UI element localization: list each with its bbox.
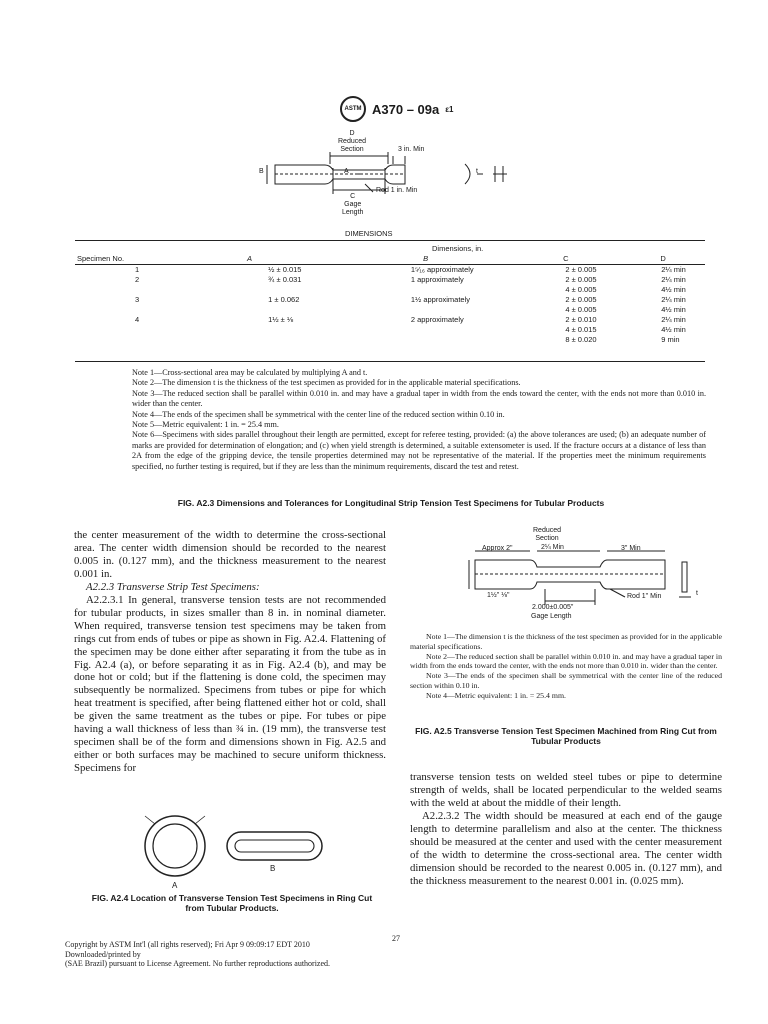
footer-line: (SAE Brazil) pursuant to License Agreement. No further reproductions authorized. [65,959,331,969]
table-cell [341,335,511,345]
fig-a2-3-diagram [255,128,535,223]
a25-one-half-label: 1½" ⅛" [487,592,510,599]
table-cell [158,325,341,335]
table-cell: 4 [135,315,140,324]
fig-a2-4-label-a: A [172,881,178,890]
paragraph: transverse tension tests on welded steel tubes or pipe to determine strength of welds, shall be located perpendicular to the welded seams with the weld at about the middle of their length. [410,771,722,809]
table-rule [75,240,705,241]
section-heading: A2.2.3 Transverse Strip Test Specimens: [86,580,260,593]
note: Note 6—Specimens with sides parallel throughout their length are permitted, except for referee testing, provided: (a) the above tolerances are used; (b) an adequate number of marks are provided for determination of elongation; and (c) when yield strength is determined, a suitable extensometer is used. If the fracture occurs at a distance of less than 2A from the edge of the gripping device, the tensile properties determined may not be representative of the material. If the properties meet the minimum requirements specified, no further testing is required, but if they are less than the minimum requirements, discard the test and retest. [132,430,706,471]
table-header-cell: B [423,254,429,263]
a25-t-label: t [696,590,698,597]
b-label: B [259,168,264,175]
page-number: 27 [392,934,400,943]
table-cell: 2 ± 0.005 [565,295,597,304]
table-cell [75,285,158,295]
table-cell: 4 ± 0.005 [565,285,597,294]
t-label: t [476,168,478,175]
table-cell: 2¼ min [661,265,686,274]
table-row [75,265,705,276]
table-cell [341,305,511,315]
table-header-cell: A [246,254,252,263]
table-row [75,325,705,335]
gage-length-label: C Gage Length [342,193,364,216]
table-cell: 2 [135,275,140,284]
dimensions-table [75,254,705,345]
table-cell [341,325,511,335]
table-cell: 4 ± 0.015 [565,325,597,334]
table-row [75,335,705,345]
footer-line: Downloaded/printed by [65,949,141,959]
table-cell [341,285,511,295]
paragraph: A2.2.3.1 In general, transverse tension tests are not recommended for tubular products, in sizes smaller than 8 in. in nominal diameter. When required, transverse tension test specimens may be taken from rings cut from ends of tubes or pipe as shown in Fig. A2.4. Flattening of the specimen may be done either after separating it from the tube as in Fig. A2.4 (a), or before separating it as in Fig. A2.4 (b), and may be done hot or cold; but if the flattening is done cold, the specimen may subsequently be normalized. Specimens from tubes or pipe for which heat treatment is specified, after being flattened either hot or cold, shall be given the same treatment as the tubes or pipe. For tubes or pipe having a wall thickness of less than ¾ in. (19 mm), the transverse test specimen shall be of the form and dimensions shown in Fig. A2.5 and either or both surfaces may be machined to secure uniform thickness. Specimens for [74,593,386,775]
table-cell: 2 ± 0.005 [565,275,597,284]
rod-min-label: Rod 1 in. Min [376,187,418,194]
table-cell: 1½ approximately [410,295,471,304]
table-row [75,295,705,305]
table-cell: 2 approximately [410,315,464,324]
note: Note 4—The ends of the specimen shall be symmetrical with the center line of the reduced section within 0.10 in. [132,409,505,419]
note: Note 1—Cross-sectional area may be calculated by multiplying A and t. [132,368,368,377]
table-cell: 4½ min [661,305,686,314]
table-cell: 2¼ min [661,315,686,324]
table-cell: 1⁵⁄₁₆ approximately [410,265,474,274]
table-cell: 1½ ± ⅛ [268,315,294,324]
fig-a2-4-caption: FIG. A2.4 Location of Transverse Tension Test Specimens in Ring Cut from Tubular Products. [91,893,373,913]
paragraph: the center measurement of the width to determine the cross-sectional area. The center width dimension should be recorded to the nearest 0.005 in. (0.127 mm), and the thickness measurement to the nearest 0.001 in. [74,529,386,580]
fig-a2-5-diagram [455,545,705,625]
table-cell: 2¼ min [661,275,686,284]
dimensions-title: DIMENSIONS [345,229,393,238]
right-column [410,771,722,888]
table-cell [75,305,158,315]
table-cell: 1 [135,265,140,274]
a-label: A [344,168,349,175]
table-row [75,315,705,325]
a25-gage-label: 2.000±0.005" [532,604,574,611]
table-cell [158,285,341,295]
fig-a2-4-diagram [135,810,335,885]
a25-gage-length-label: Gage Length [531,613,572,620]
table-cell: 4 ± 0.005 [565,305,597,314]
table-header-cell: Specimen No. [77,254,125,263]
fig-a2-3-caption: FIG. A2.3 Dimensions and Tolerances for Longitudinal Strip Tension Test Specimens for Tubular Products [177,498,605,508]
a25-rod-label: Rod 1" Min [627,593,662,600]
designation-superscript: ε1 [445,104,454,114]
paragraph: A2.2.3.2 The width should be measured at each end of the gauge length to determine parallelism and also at the center. The thickness should be measured at the center and used with the center measurement of the width to determine the cross-sectional area. The center width dimension should be recorded to the nearest 0.005 in. (0.127 mm), and the thickness measurement to the nearest 0.001 in. (0.025 mm). [410,809,722,887]
note: Note 5—Metric equivalent: 1 in. = 25.4 mm. [132,420,279,430]
table-row [75,275,705,285]
table-cell [75,325,158,335]
table-cell: 3 [135,295,140,304]
table-row [75,305,705,315]
table-cell: ¾ ± 0.031 [268,275,302,284]
a25-reduced-section-label: Reduced Section [533,527,562,542]
fig-a2-5-caption: FIG. A2.5 Transverse Tension Test Specimen Machined from Ring Cut from Tubular Products [415,726,717,746]
designation: A370 – 09a [372,101,440,117]
a25-approx-label: Approx 2" [482,545,513,552]
note: Note 2—The dimension t is the thickness of the test specimen as provided for in the applicable material specifications. [132,378,521,388]
table-cell: 2 ± 0.010 [565,315,597,324]
section-view [465,164,507,184]
note: Note 3—The reduced section shall be parallel within 0.010 in. and may have a gradual taper in width from the ends toward the center, with the ends not more than 0.010 in. wider than the center. [132,388,706,409]
table-cell: 9 min [661,335,680,344]
three-in-min-label: 3 in. Min [398,146,425,153]
a25-two-quarter-label: 2¼ Min [541,544,564,551]
table-cell [158,305,341,315]
fig-a2-5-notes [410,632,722,701]
table-cell: 2¼ min [661,295,686,304]
fig-a2-3-notes [76,368,706,472]
table-cell: 2 ± 0.005 [565,265,597,274]
table-bottom-rule [75,361,705,362]
table-header-cell: C [563,254,569,263]
table-cell: 1 approximately [410,275,464,284]
left-column [74,529,386,775]
table-header-cell: D [660,254,666,263]
table-cell: 4½ min [661,325,686,334]
dimensions-in-label: Dimensions, in. [432,244,484,253]
fig-a2-4-label-b: B [270,864,276,873]
reduced-section-label: D Reduced Section [338,130,367,153]
note: Note 4—Metric equivalent: 1 in. = 25.4 mm. [426,690,566,700]
note: Note 1—The dimension t is the thickness of the test specimen as provided for in the applicable material specifications. [410,632,722,651]
note: Note 2—The reduced section shall be parallel within 0.010 in. and may have a gradual taper in width from the ends toward the center, with the ends not more than 0.010 in. wider than the center. [410,651,722,671]
a25-three-min-label: 3" Min [621,545,641,552]
astm-logo: ASTM [340,96,366,122]
table-cell [158,335,341,345]
table-cell: ½ ± 0.015 [268,265,302,274]
table-row [75,285,705,295]
table-cell [75,335,158,345]
note: Note 3—The ends of the specimen shall be symmetrical with the center line of the reduced section within 0.10 in. [410,671,722,690]
footer-line: Copyright by ASTM Int'l (all rights reserved); Fri Apr 9 09:09:17 EDT 2010 [65,940,310,949]
table-cell: 1 ± 0.062 [268,295,300,304]
table-cell: 4½ min [661,285,686,294]
page-header [340,96,453,122]
table-cell: 8 ± 0.020 [565,335,597,344]
copyright-footer [65,940,425,969]
